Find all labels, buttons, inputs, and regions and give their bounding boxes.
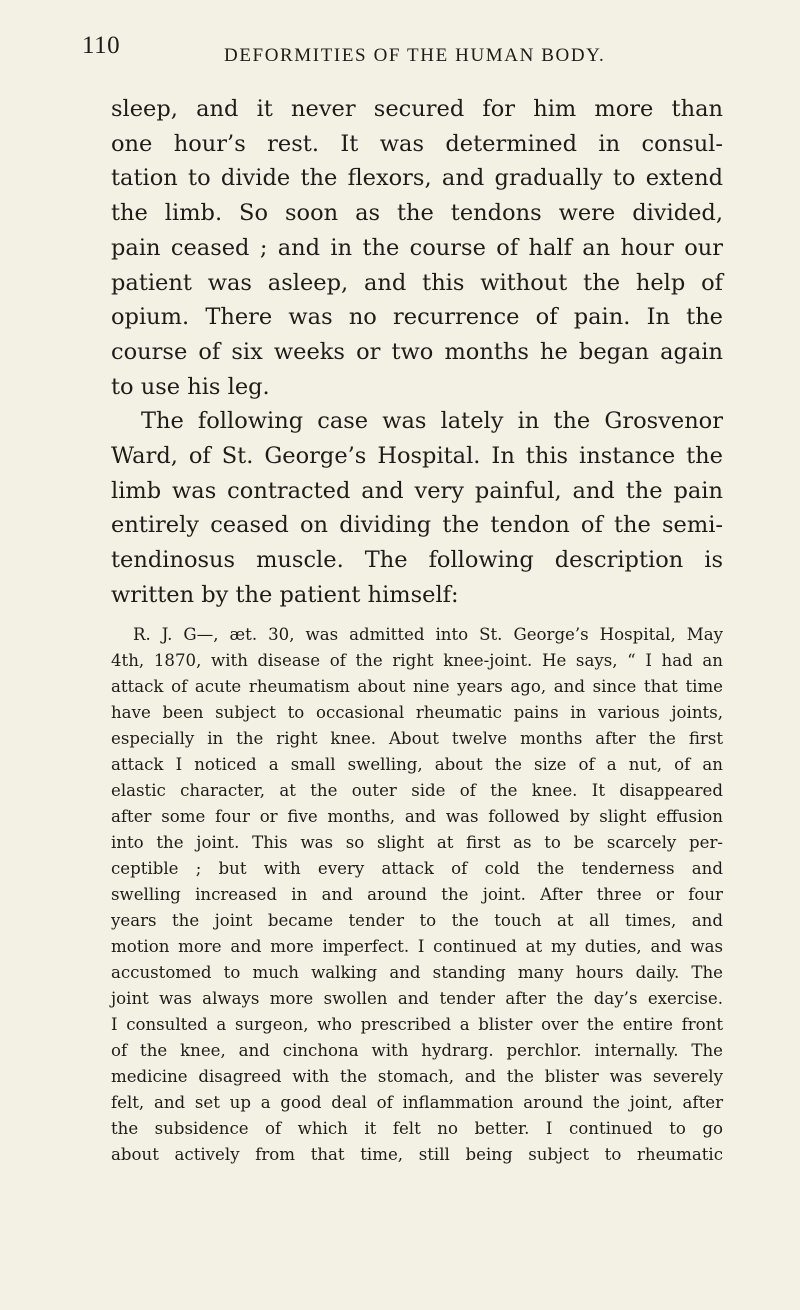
text-line: limb was contracted and very painful, and the pain (111, 477, 723, 504)
quote-line: felt, and set up a good deal of inflammation around the joint, after (111, 1092, 723, 1112)
text-line: course of six weeks or two months he began again (111, 338, 723, 365)
quote-line: 4th, 1870, with disease of the right knee-joint. He says, “ I had an (111, 650, 723, 670)
quote-line: the subsidence of which it felt no better. I continued to go (111, 1118, 723, 1138)
quote-line: years the joint became tender to the touch at all times, and (111, 910, 723, 930)
quote-line: attack I noticed a small swelling, about the size of a nut, of an (111, 754, 723, 774)
text-line: sleep, and it never secured for him more than (111, 96, 723, 122)
text-line: pain ceased ; and in the course of half an hour our (111, 234, 723, 261)
main-paragraphs (111, 92, 723, 613)
patient-statement (111, 622, 723, 1168)
text-line: written by the patient himself: (111, 581, 459, 608)
text-line: patient was asleep, and this without the help of (111, 269, 723, 296)
text-line: Ward, of St. George’s Hospital. In this instance the (111, 443, 723, 470)
text-line: tation to divide the flexors, and gradually to extend (111, 165, 723, 192)
quote-line: into the joint. This was so slight at first as to be scarcely per- (111, 832, 723, 852)
body-text (111, 92, 723, 1168)
text-line: the limb. So soon as the tendons were divided, (111, 200, 723, 227)
text-line: The following case was lately in the Grosvenor (141, 408, 723, 435)
page-number: 110 (82, 32, 121, 59)
quote-line: especially in the right knee. About twelve months after the first (111, 728, 723, 748)
quote-line: have been subject to occasional rheumatic pains in various joints, (111, 702, 723, 722)
quote-line: about actively from that time, still being subject to rheumatic (111, 1144, 723, 1164)
text-line: tendinosus muscle. The following description is (111, 547, 723, 574)
quote-line: joint was always more swollen and tender after the day’s exercise. (111, 988, 723, 1008)
quote-line: attack of acute rheumatism about nine years ago, and since that time (111, 676, 723, 696)
text-line: to use his leg. (111, 373, 270, 400)
text-line: entirely ceased on dividing the tendon of the semi- (111, 512, 723, 539)
running-head-title: DEFORMITIES OF THE HUMAN BODY. (224, 45, 606, 66)
quote-line: R. J. G—, æt. 30, was admitted into St. George’s Hospital, May (133, 624, 723, 644)
text-line: one hour’s rest. It was determined in consul- (111, 130, 723, 157)
quote-line: after some four or five months, and was followed by slight effusion (111, 806, 723, 826)
quote-line: motion more and more imperfect. I continued at my duties, and was (111, 936, 723, 956)
quote-line: medicine disagreed with the stomach, and the blister was severely (111, 1066, 723, 1086)
quote-line: accustomed to much walking and standing many hours daily. The (111, 962, 723, 982)
quote-line: swelling increased in and around the joint. After three or four (111, 884, 723, 904)
quote-line: ceptible ; but with every attack of cold the tenderness and (111, 858, 723, 878)
text-line: opium. There was no recurrence of pain. In the (111, 304, 723, 331)
quote-line: of the knee, and cinchona with hydrarg. perchlor. internally. The (111, 1040, 723, 1060)
quote-line: I consulted a surgeon, who prescribed a blister over the entire front (111, 1014, 723, 1034)
quote-line: elastic character, at the outer side of the knee. It disappeared (111, 780, 723, 800)
